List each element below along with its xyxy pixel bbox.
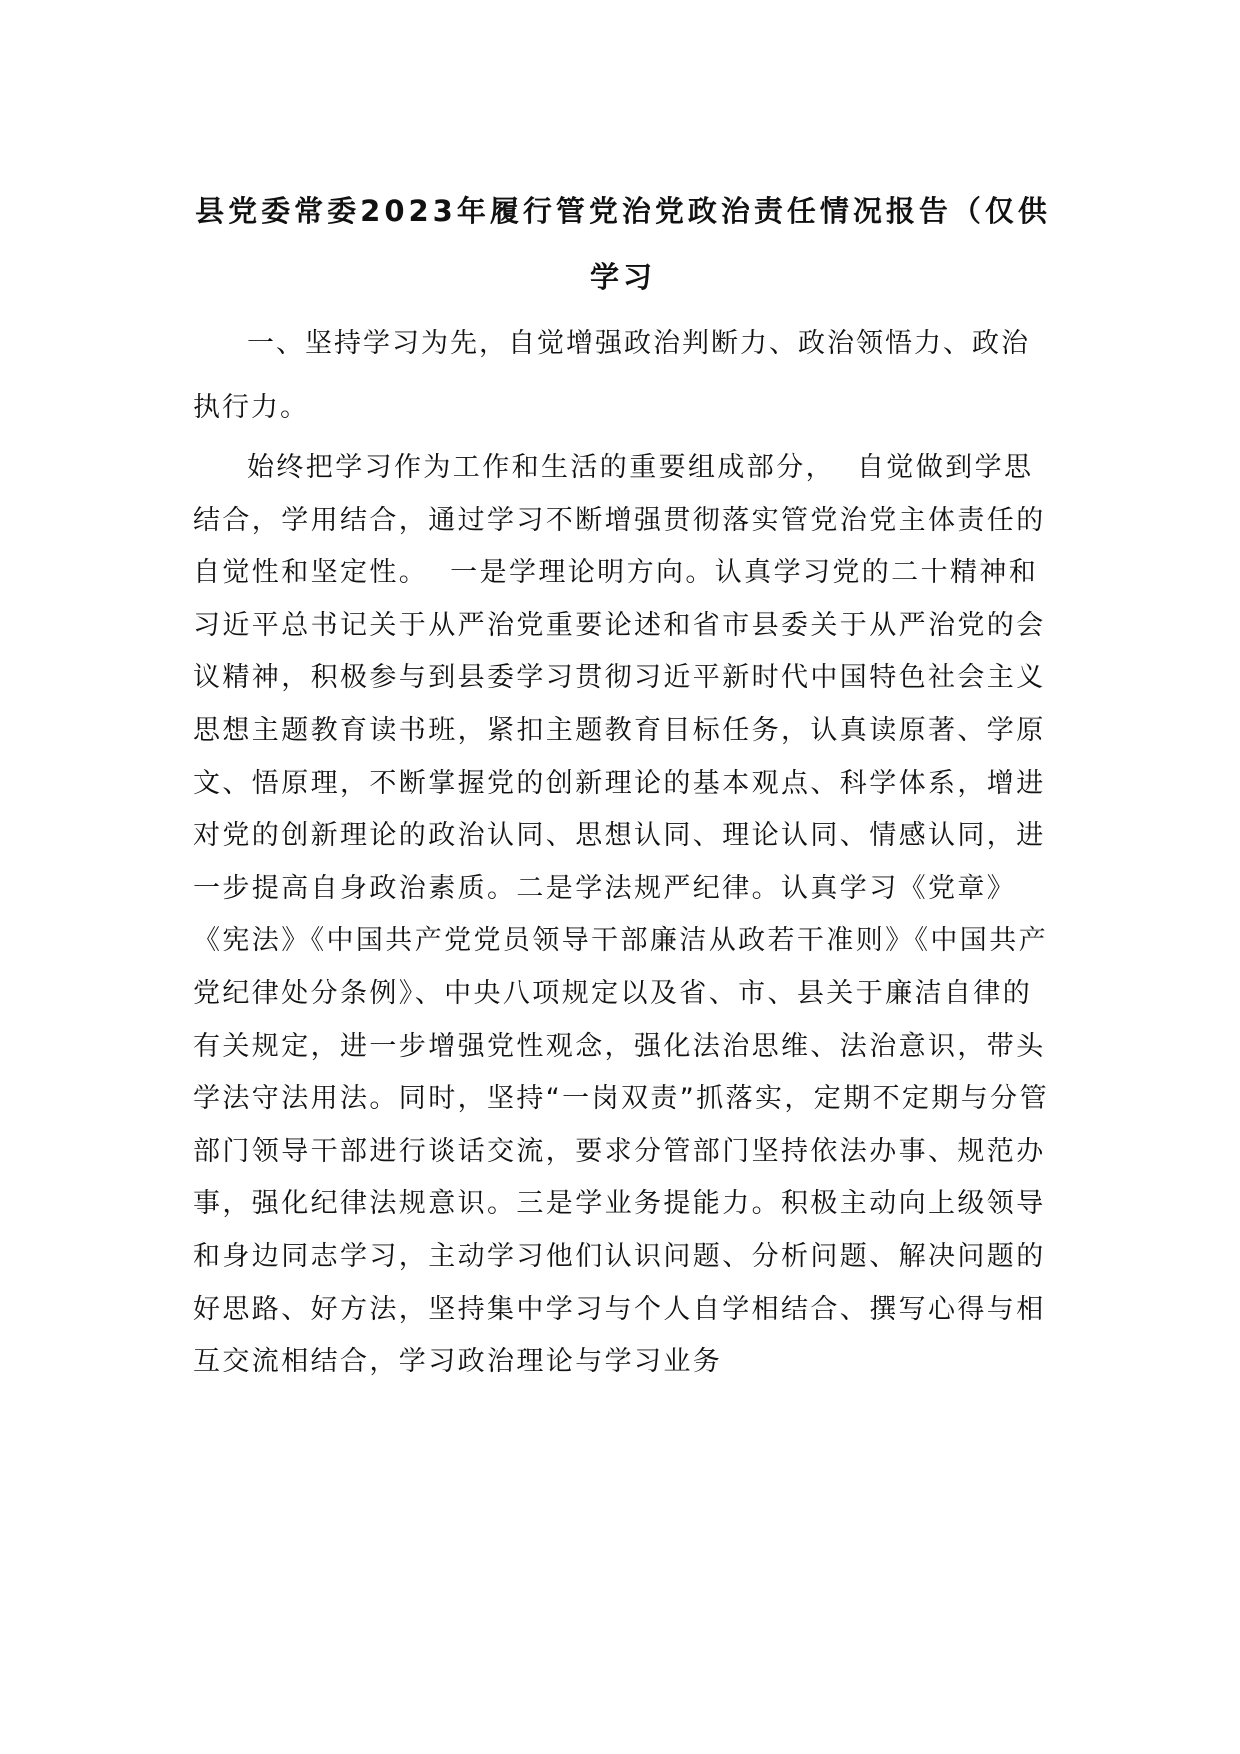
section-heading: 一、坚持学习为先，自觉增强政治判断力、政治领悟力、政治执行力。: [193, 328, 1030, 423]
body-paragraph: 始终把学习作为工作和生活的重要组成部分， 自觉做到学思结合，学用结合，通过学习不断增强贯彻落实管党治党主体责任的自觉性和坚定性。 一是学理论明方向。认真学习党的二十精神和习近平总书记关于从严治党重要论述和省市县委关于从严治党的会议精神，积极参与到县委学习贯彻习近平新时代中国特色社会主义思想主题教育读书班，紧扣主题教育目标任务，认真读原著、学原文、悟原理，不断掌握党的创新理论的基本观点、科学体系，增进对党的创新理论的政治认同、思想认同、理论认同、情感认同，进一步提高自身政治素质。二是学法规严纪律。认真学习《党章》《宪法》《中国共产党党员领导干部廉洁从政若干准则》《中国共产党纪律处分条例》、中央八项规定以及省、市、县关于廉洁自律的有关规定，进一步增强党性观念，强化法治思维、法治意识，带头学法守法用法。同时，坚持“一岗双责”抓落实，定期不定期与分管部门领导干部进行谈话交流，要求分管部门坚持依法办事、规范办事，强化纪律法规意识。三是学业务提能力。积极主动向上级领导和身边同志学习，主动学习他们认识问题、分析问题、解决问题的好思路、好方法，坚持集中学习与个人自学相结合、撰写心得与相互交流相结合，学习政治理论与学习业务: [193, 452, 1049, 1378]
document-title: 县党委常委2023年履行管党治党政治责任情况报告（仅供学习: [195, 194, 1051, 294]
